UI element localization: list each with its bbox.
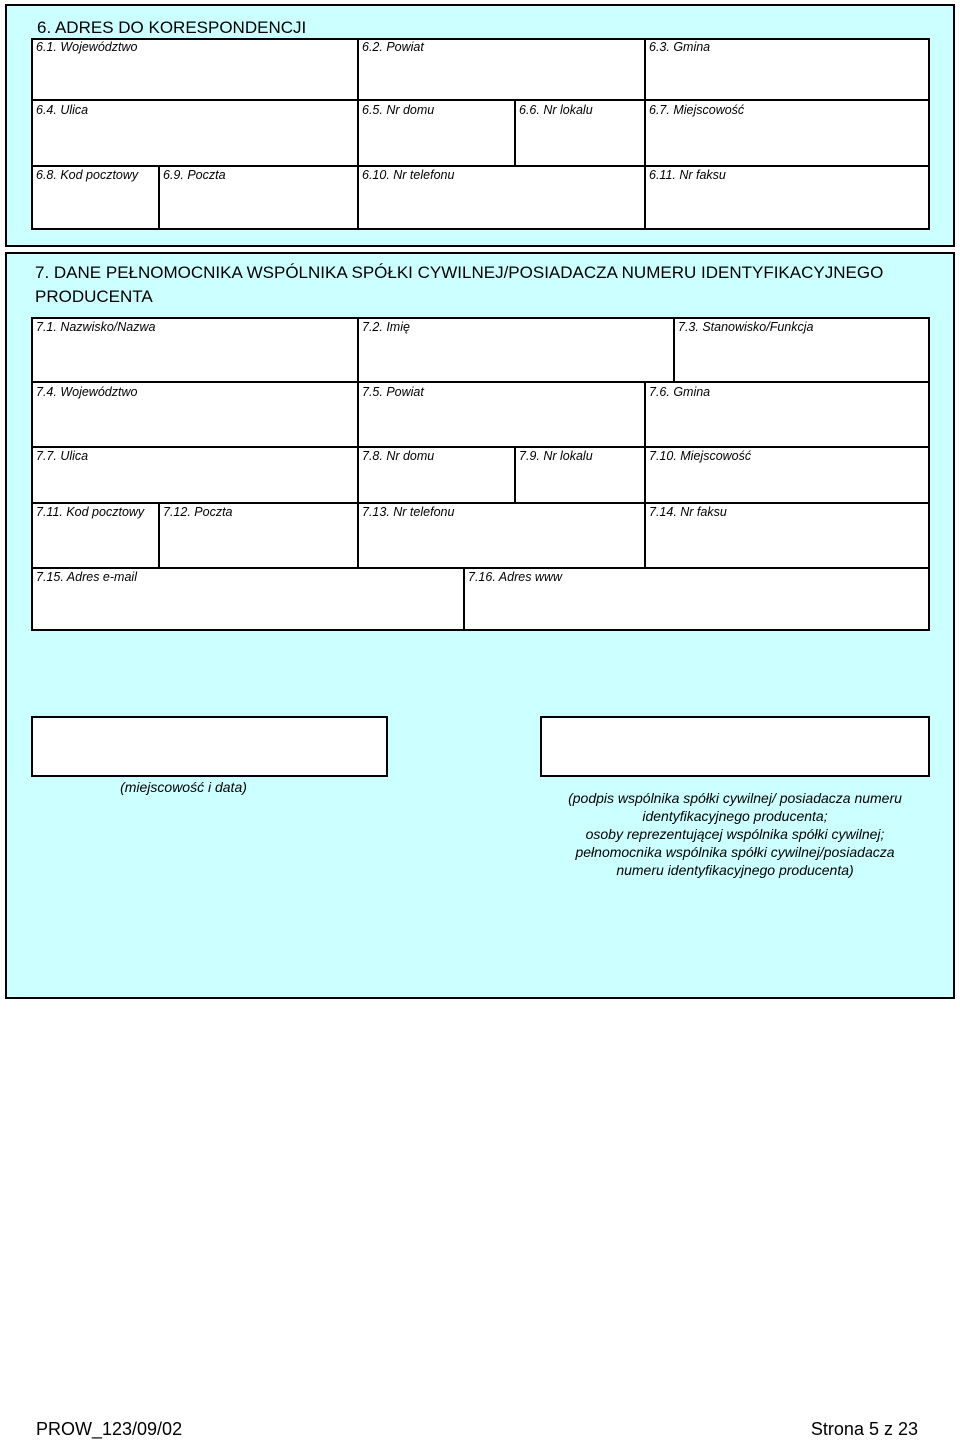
place-date-caption: (miejscowość i data) [120, 779, 247, 795]
label-6-8: 6.8. Kod pocztowy [36, 168, 139, 182]
label-7-3: 7.3. Stanowisko/Funkcja [678, 320, 814, 334]
label-6-11: 6.11. Nr faksu [649, 168, 726, 182]
label-7-10: 7.10. Miejscowość [649, 449, 752, 463]
section-7-title-line2: PRODUCENTA [35, 287, 153, 306]
signature-field[interactable] [540, 716, 930, 777]
label-7-5: 7.5. Powiat [362, 385, 424, 399]
place-date-field[interactable] [31, 716, 388, 777]
signature-caption-line-1: (podpis wspólnika spółki cywilnej/ posiadacza numeru [568, 790, 902, 806]
signature-caption-line-3: osoby reprezentującej wspólnika spółki cywilnej; [585, 826, 885, 842]
signature-caption-line-2: identyfikacyjnego producenta; [642, 808, 828, 824]
label-7-11: 7.11. Kod pocztowy [36, 505, 145, 519]
footer-form-code: PROW_123/09/02 [36, 1419, 183, 1439]
label-7-13: 7.13. Nr telefonu [362, 505, 455, 519]
label-6-9: 6.9. Poczta [163, 168, 226, 182]
label-7-15: 7.15. Adres e-mail [36, 570, 137, 584]
label-7-12: 7.12. Poczta [163, 505, 233, 519]
label-7-6: 7.6. Gmina [649, 385, 711, 399]
section-7-title-line1: 7. DANE PEŁNOMOCNIKA WSPÓLNIKA SPÓŁKI CYWILNEJ/POSIADACZA NUMERU IDENTYFIKACYJNEGO [35, 263, 884, 282]
signature-caption [540, 789, 930, 879]
label-6-2: 6.2. Powiat [362, 40, 424, 54]
label-7-9: 7.9. Nr lokalu [519, 449, 593, 463]
label-7-4: 7.4. Województwo [36, 385, 138, 399]
label-6-5: 6.5. Nr domu [362, 103, 435, 117]
label-7-16: 7.16. Adres www [468, 570, 563, 584]
section-6-title: 6. ADRES DO KORESPONDENCJI [37, 18, 307, 37]
label-7-7: 7.7. Ulica [36, 449, 89, 463]
label-6-4: 6.4. Ulica [36, 103, 89, 117]
signature-caption-line-5: numeru identyfikacyjnego producenta) [616, 862, 854, 878]
label-6-1: 6.1. Województwo [36, 40, 138, 54]
label-6-7: 6.7. Miejscowość [649, 103, 745, 117]
label-7-14: 7.14. Nr faksu [649, 505, 727, 519]
label-6-3: 6.3. Gmina [649, 40, 711, 54]
footer-page-number: Strona 5 z 23 [810, 1419, 918, 1439]
label-7-1: 7.1. Nazwisko/Nazwa [36, 320, 156, 334]
label-6-10: 6.10. Nr telefonu [362, 168, 455, 182]
label-6-6: 6.6. Nr lokalu [519, 103, 593, 117]
label-7-8: 7.8. Nr domu [362, 449, 435, 463]
label-7-2: 7.2. Imię [362, 320, 410, 334]
signature-caption-line-4: pełnomocnika wspólnika spółki cywilnej/posiadacza [575, 844, 895, 860]
